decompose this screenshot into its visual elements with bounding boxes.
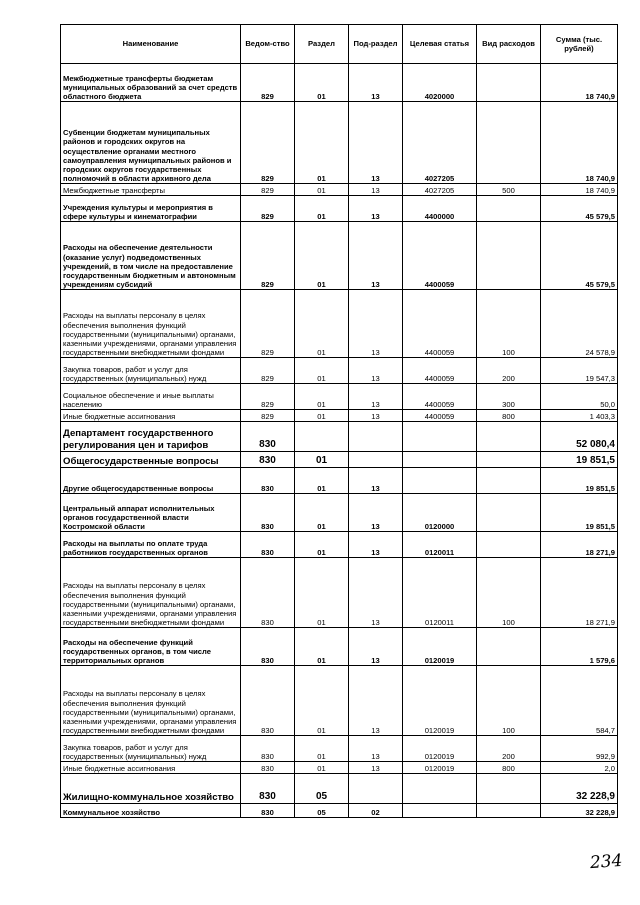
cell-section: 01 [295,384,349,410]
cell-amount: 1 579,6 [541,628,618,666]
cell-subsection [349,774,403,804]
table-row [61,358,618,384]
cell-dept: 830 [241,532,295,558]
header-exp-type: Вид расходов [477,25,541,64]
cell-section: 01 [295,736,349,762]
table-row [61,452,618,468]
table-row [61,558,618,628]
cell-subsection: 13 [349,410,403,422]
cell-dept: 830 [241,558,295,628]
cell-subsection: 02 [349,804,403,818]
cell-subsection: 13 [349,64,403,102]
cell-subsection: 13 [349,762,403,774]
cell-dept: 829 [241,64,295,102]
cell-name: Межбюджетные трансферты [61,184,241,196]
cell-target [403,804,477,818]
table-row [61,736,618,762]
table-row [61,290,618,358]
cell-section: 01 [295,290,349,358]
cell-dept: 829 [241,102,295,184]
cell-amount: 18 271,9 [541,532,618,558]
table-row [61,494,618,532]
table-row [61,196,618,222]
cell-section: 01 [295,494,349,532]
cell-dept: 829 [241,184,295,196]
cell-amount: 32 228,9 [541,804,618,818]
cell-amount: 18 271,9 [541,558,618,628]
cell-amount: 584,7 [541,666,618,736]
cell-amount: 19 851,5 [541,468,618,494]
header-row [61,25,618,64]
cell-name: Иные бюджетные ассигнования [61,410,241,422]
table-row [61,666,618,736]
cell-section: 01 [295,628,349,666]
cell-target: 4027205 [403,184,477,196]
table-row [61,774,618,804]
cell-section: 05 [295,774,349,804]
cell-subsection: 13 [349,384,403,410]
cell-dept: 829 [241,384,295,410]
cell-exp-type: 800 [477,762,541,774]
cell-section: 01 [295,762,349,774]
cell-target [403,422,477,452]
cell-target: 0120011 [403,532,477,558]
cell-subsection: 13 [349,358,403,384]
cell-name: Расходы на обеспечение деятельности (оказание услуг) подведомственных учреждений, в том числе на предоставление государственным бюджетным и автономным учреждениям субсидий [61,222,241,290]
cell-section [295,422,349,452]
cell-dept: 830 [241,468,295,494]
cell-subsection [349,452,403,468]
cell-name: Учреждения культуры и мероприятия в сфере культуры и кинематографии [61,196,241,222]
cell-target: 4400000 [403,196,477,222]
cell-name: Расходы на обеспечение функций государственных органов, в том числе территориальных органов [61,628,241,666]
cell-section: 01 [295,468,349,494]
cell-name: Жилищно-коммунальное хозяйство [61,774,241,804]
cell-target: 4400059 [403,222,477,290]
cell-subsection: 13 [349,222,403,290]
cell-target: 0120019 [403,736,477,762]
cell-exp-type: 200 [477,358,541,384]
cell-name: Расходы на выплаты по оплате труда работников государственных органов [61,532,241,558]
cell-name: Центральный аппарат исполнительных органов государственной власти Костромской области [61,494,241,532]
table-row [61,468,618,494]
table-row [61,804,618,818]
cell-amount: 19 547,3 [541,358,618,384]
cell-subsection: 13 [349,558,403,628]
cell-dept: 829 [241,290,295,358]
cell-name: Иные бюджетные ассигнования [61,762,241,774]
cell-amount: 2,0 [541,762,618,774]
cell-name: Межбюджетные трансферты бюджетам муниципальных образований за счет средств областного бюджета [61,64,241,102]
header-target: Целевая статья [403,25,477,64]
cell-target: 4027205 [403,102,477,184]
cell-subsection: 13 [349,666,403,736]
cell-exp-type: 800 [477,410,541,422]
cell-target [403,452,477,468]
header-name: Наименование [61,25,241,64]
cell-name: Коммунальное хозяйство [61,804,241,818]
cell-exp-type: 200 [477,736,541,762]
cell-name: Расходы на выплаты персоналу в целях обеспечения выполнения функций государственными (муниципальными) органами, казенными учреждениями, органами управления государственными внебюджетными фондами [61,666,241,736]
cell-exp-type [477,452,541,468]
table-row [61,422,618,452]
cell-exp-type [477,804,541,818]
cell-dept: 830 [241,494,295,532]
cell-section: 01 [295,532,349,558]
cell-dept: 830 [241,666,295,736]
cell-section: 01 [295,222,349,290]
cell-name: Закупка товаров, работ и услуг для государственных (муниципальных) нужд [61,358,241,384]
table-row [61,64,618,102]
cell-dept: 829 [241,222,295,290]
cell-subsection: 13 [349,468,403,494]
table-row [61,762,618,774]
cell-exp-type [477,468,541,494]
cell-subsection: 13 [349,196,403,222]
cell-name: Расходы на выплаты персоналу в целях обеспечения выполнения функций государственными (муниципальными) органами, казенными учреждениями, органами управления государственными внебюджетными фондами [61,558,241,628]
cell-exp-type: 100 [477,666,541,736]
cell-dept: 829 [241,410,295,422]
cell-amount: 45 579,5 [541,196,618,222]
cell-name: Другие общегосударственные вопросы [61,468,241,494]
cell-amount: 52 080,4 [541,422,618,452]
cell-dept: 830 [241,628,295,666]
cell-subsection: 13 [349,102,403,184]
cell-exp-type [477,222,541,290]
cell-amount: 45 579,5 [541,222,618,290]
cell-subsection: 13 [349,184,403,196]
cell-target: 4400059 [403,384,477,410]
cell-section: 01 [295,64,349,102]
table-row [61,410,618,422]
budget-table [60,24,618,818]
cell-dept: 830 [241,452,295,468]
cell-amount: 18 740,9 [541,184,618,196]
table-row [61,102,618,184]
cell-dept: 830 [241,736,295,762]
table-row [61,532,618,558]
cell-subsection: 13 [349,290,403,358]
cell-exp-type [477,422,541,452]
cell-name: Расходы на выплаты персоналу в целях обеспечения выполнения функций государственными (муниципальными) органами, казенными учреждениями, органами управления государственными внебюджетными фондами [61,290,241,358]
cell-target: 0120011 [403,558,477,628]
cell-exp-type: 100 [477,558,541,628]
cell-exp-type [477,774,541,804]
cell-section: 01 [295,196,349,222]
cell-target [403,774,477,804]
cell-target: 0120000 [403,494,477,532]
page-number: 234 [589,850,624,874]
header-dept: Ведом-ство [241,25,295,64]
cell-target: 0120019 [403,762,477,774]
cell-exp-type [477,628,541,666]
cell-exp-type: 300 [477,384,541,410]
cell-target: 4020000 [403,64,477,102]
cell-subsection [349,422,403,452]
cell-target: 0120019 [403,628,477,666]
cell-section: 01 [295,666,349,736]
cell-name: Общегосударственные вопросы [61,452,241,468]
cell-section: 01 [295,184,349,196]
cell-name: Социальное обеспечение и иные выплаты населению [61,384,241,410]
cell-target: 4400059 [403,290,477,358]
cell-dept: 830 [241,804,295,818]
cell-section: 01 [295,410,349,422]
table-row [61,222,618,290]
cell-section: 05 [295,804,349,818]
cell-amount: 18 740,9 [541,64,618,102]
cell-target: 4400059 [403,358,477,384]
header-subsection: Под-раздел [349,25,403,64]
cell-target: 4400059 [403,410,477,422]
cell-amount: 1 403,3 [541,410,618,422]
cell-section: 01 [295,452,349,468]
table-row [61,628,618,666]
cell-exp-type [477,102,541,184]
cell-target [403,468,477,494]
cell-target: 0120019 [403,666,477,736]
cell-section: 01 [295,102,349,184]
cell-subsection: 13 [349,532,403,558]
cell-amount: 50,0 [541,384,618,410]
table-row [61,384,618,410]
cell-exp-type [477,64,541,102]
cell-subsection: 13 [349,736,403,762]
cell-name: Департамент государственного регулирования цен и тарифов [61,422,241,452]
cell-subsection: 13 [349,494,403,532]
cell-dept: 830 [241,762,295,774]
cell-amount: 18 740,9 [541,102,618,184]
cell-dept: 830 [241,774,295,804]
cell-subsection: 13 [349,628,403,666]
cell-amount: 19 851,5 [541,452,618,468]
table-row [61,184,618,196]
cell-section: 01 [295,558,349,628]
cell-amount: 19 851,5 [541,494,618,532]
cell-amount: 24 578,9 [541,290,618,358]
cell-dept: 830 [241,422,295,452]
cell-exp-type [477,196,541,222]
cell-exp-type: 100 [477,290,541,358]
cell-name: Закупка товаров, работ и услуг для государственных (муниципальных) нужд [61,736,241,762]
cell-section: 01 [295,358,349,384]
cell-exp-type [477,532,541,558]
cell-name: Субвенции бюджетам муниципальных районов и городских округов на осуществление органами местного самоуправления муниципальных районов и городских округов государственных полномочий в области архивного дела [61,102,241,184]
cell-amount: 32 228,9 [541,774,618,804]
cell-exp-type: 500 [477,184,541,196]
header-section: Раздел [295,25,349,64]
cell-dept: 829 [241,196,295,222]
cell-exp-type [477,494,541,532]
cell-amount: 992,9 [541,736,618,762]
cell-dept: 829 [241,358,295,384]
header-amount: Сумма (тыс. рублей) [541,25,618,64]
